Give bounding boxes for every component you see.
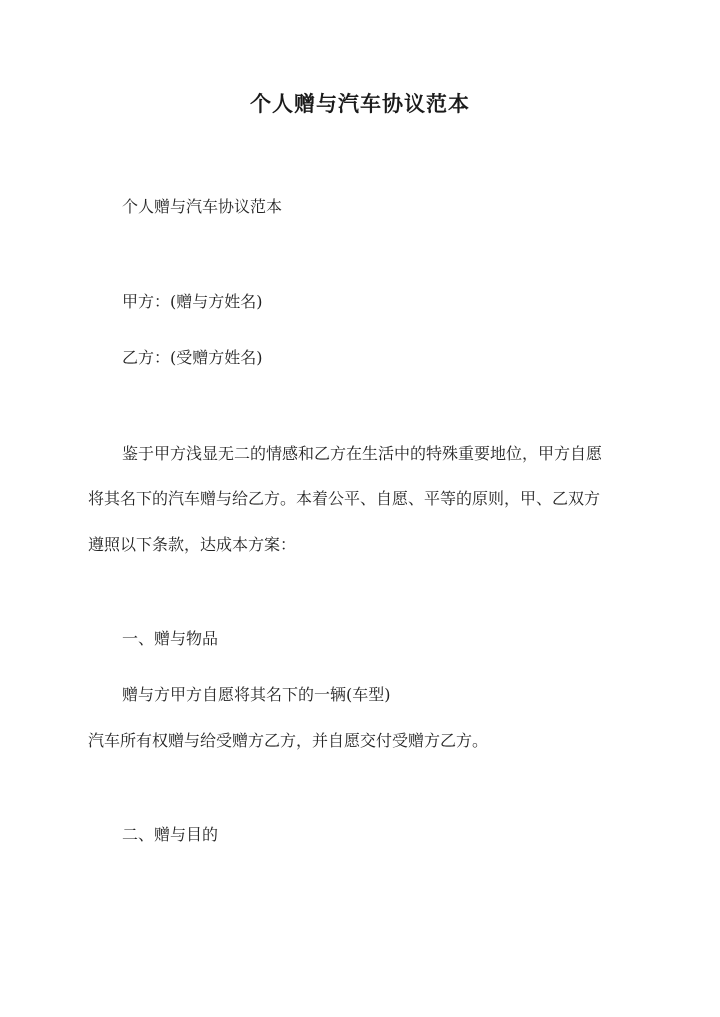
preamble-line-2: 将其名下的汽车赠与给乙方。本着公平、自愿、平等的原则，甲、乙双方: [88, 489, 601, 508]
party-b-line: 乙方：(受赠方姓名): [122, 348, 263, 367]
party-a-line: 甲方：(赠与方姓名): [122, 292, 263, 311]
section-2-heading: 二、赠与目的: [122, 825, 219, 844]
preamble-line-3: 遵照以下条款，达成本方案：: [88, 535, 297, 554]
section-1-heading: 一、赠与物品: [122, 629, 219, 648]
section-1-line-1: 赠与方甲方自愿将其名下的一辆(车型): [122, 685, 391, 704]
preamble-line-1: 鉴于甲方浅显无二的情感和乙方在生活中的特殊重要地位，甲方自愿: [122, 444, 603, 463]
section-1-line-2: 汽车所有权赠与给受赠方乙方，并自愿交付受赠方乙方。: [88, 731, 489, 750]
document-subtitle: 个人赠与汽车协议范本: [122, 197, 283, 216]
document-title: 个人赠与汽车协议范本: [250, 91, 470, 116]
